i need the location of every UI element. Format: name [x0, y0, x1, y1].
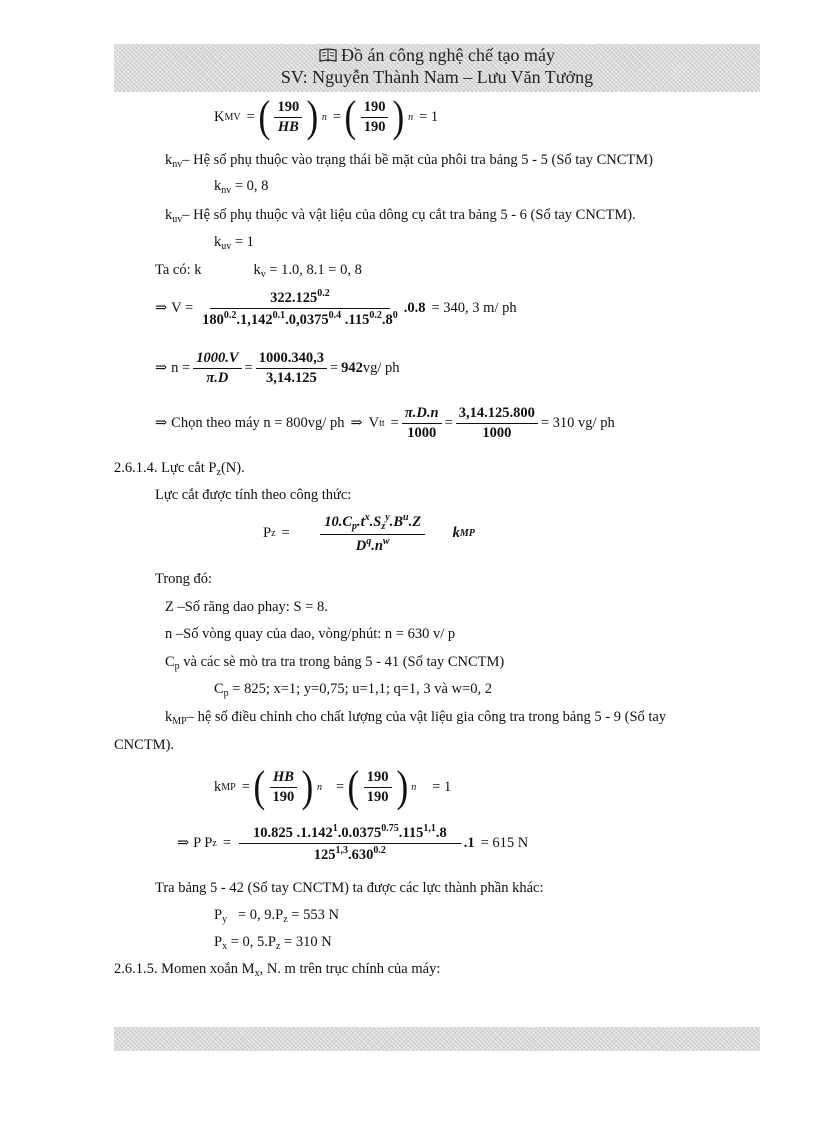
page-header [114, 44, 760, 92]
knv-value: $k_{nv} = 0$, 8 [214, 178, 269, 196]
kmp-description-cont: CNCTM). [114, 737, 175, 753]
kmp-equation: k MP = ( $\frac{HB}{190}$ ) n = ( $\frac{190}{190}$ ) n = 1 [214, 762, 452, 811]
kmv-equation: K MV = ( $\frac{190}{HB}$ ) n = ( $\frac{190}{190}$ ) n = 1 [214, 92, 439, 141]
pz-formula: P z = $\frac{10.C_p.t^x.S_z^y.B^u.Z}{D^q.n^w}$ k MP [263, 512, 475, 554]
pz-equation: ⇒ P P z = $\frac{10.825 .1.142^1.0.0375^{0.75}.115^{1,1}.8}{125^{1,3}.630^{0.2}}$ .1 = 615 N [177, 823, 529, 863]
kuv-value: $k_{uv} = 1$ [214, 234, 254, 252]
knv-description: $k_{nv}-$ Hệ số phụ thuộc vào trạng thái bề mặt của phôi tra bảng 5 - 5 (Sổ tay CNCTM) [165, 152, 653, 170]
py-line: $P_y = 0$, $9.P_z = 553$ N [214, 907, 339, 925]
header-title: Đồ án công nghệ chế tạo máy [341, 45, 555, 65]
choose-equation: ⇒ Chọn theo máy n = 800vg/ ph ⇒ V tt = $\frac{\pi.D.n}{1000}$ = $\frac{3,14.125.800}{1000}$ = 310 vg/ ph [155, 405, 615, 441]
section-2614-heading: 2.6.1.4. Lực cắt $P_z(N)$. [114, 460, 245, 478]
n-equation: ⇒ n = $\frac{1000.V}{\pi.D}$ = $\frac{1000.340,3}{3,14.125}$ = 942 vg/ ph [155, 350, 400, 386]
page-footer [114, 1027, 760, 1051]
table-542-line: Tra bảng 5 - 42 (Sổ tay CNCTM) ta được các lực thành phần khác: [155, 880, 544, 896]
v-equation: ⇒ V = $\frac{322.125^{0.2}}{180^{0.2}.1,142^{0.1}.0,0375^{0.4} .115^{0.2}.8^0}$ .0.8 = 340, 3 m/ ph [155, 288, 517, 328]
kmp-description: $k_{MP}-$ hệ số điều chỉnh cho chất lượng của vật liệu gia công tra trong bảng 5 - 9 (Sổ tay [165, 709, 667, 727]
cp-values: $C_p = 825$; x=1; y=0,75; u=1,1; q=1, 3 và w=0, 2 [214, 681, 493, 699]
force-intro: Lực cắt được tính theo công thức: [155, 487, 352, 503]
book-icon [319, 48, 337, 62]
z-line: Z –Số răng dao phay: S = 8. [165, 599, 328, 615]
section-2615-heading: 2.6.1.5. Momen xoắn $M_x$, N. m trên trục chính của máy: [114, 961, 441, 979]
kuv-description: $k_{uv}-$ Hệ số phụ thuộc và vật liệu của dông cụ cắt tra bảng 5 - 6 (Sổ tay CNCTM). [165, 207, 636, 225]
taco-line: Ta có: k $k_v = 1.0$, 8.1 = 0, 8 [155, 262, 362, 280]
header-students: SV: Nguyễn Thành Nam – Lưu Văn Tưởng [280, 67, 594, 87]
px-line: $P_x = 0$, $5.P_z = 310$ N [214, 934, 332, 952]
cp-line: $C_p$ và các sè mò tra tra trong bảng 5 - 41 (Sổ tay CNCTM) [165, 654, 505, 672]
n-line: n –Số vòng quay của dao, vòng/phút: n = 630 v/ p [165, 626, 456, 642]
trong-do: Trong đó: [155, 571, 213, 587]
